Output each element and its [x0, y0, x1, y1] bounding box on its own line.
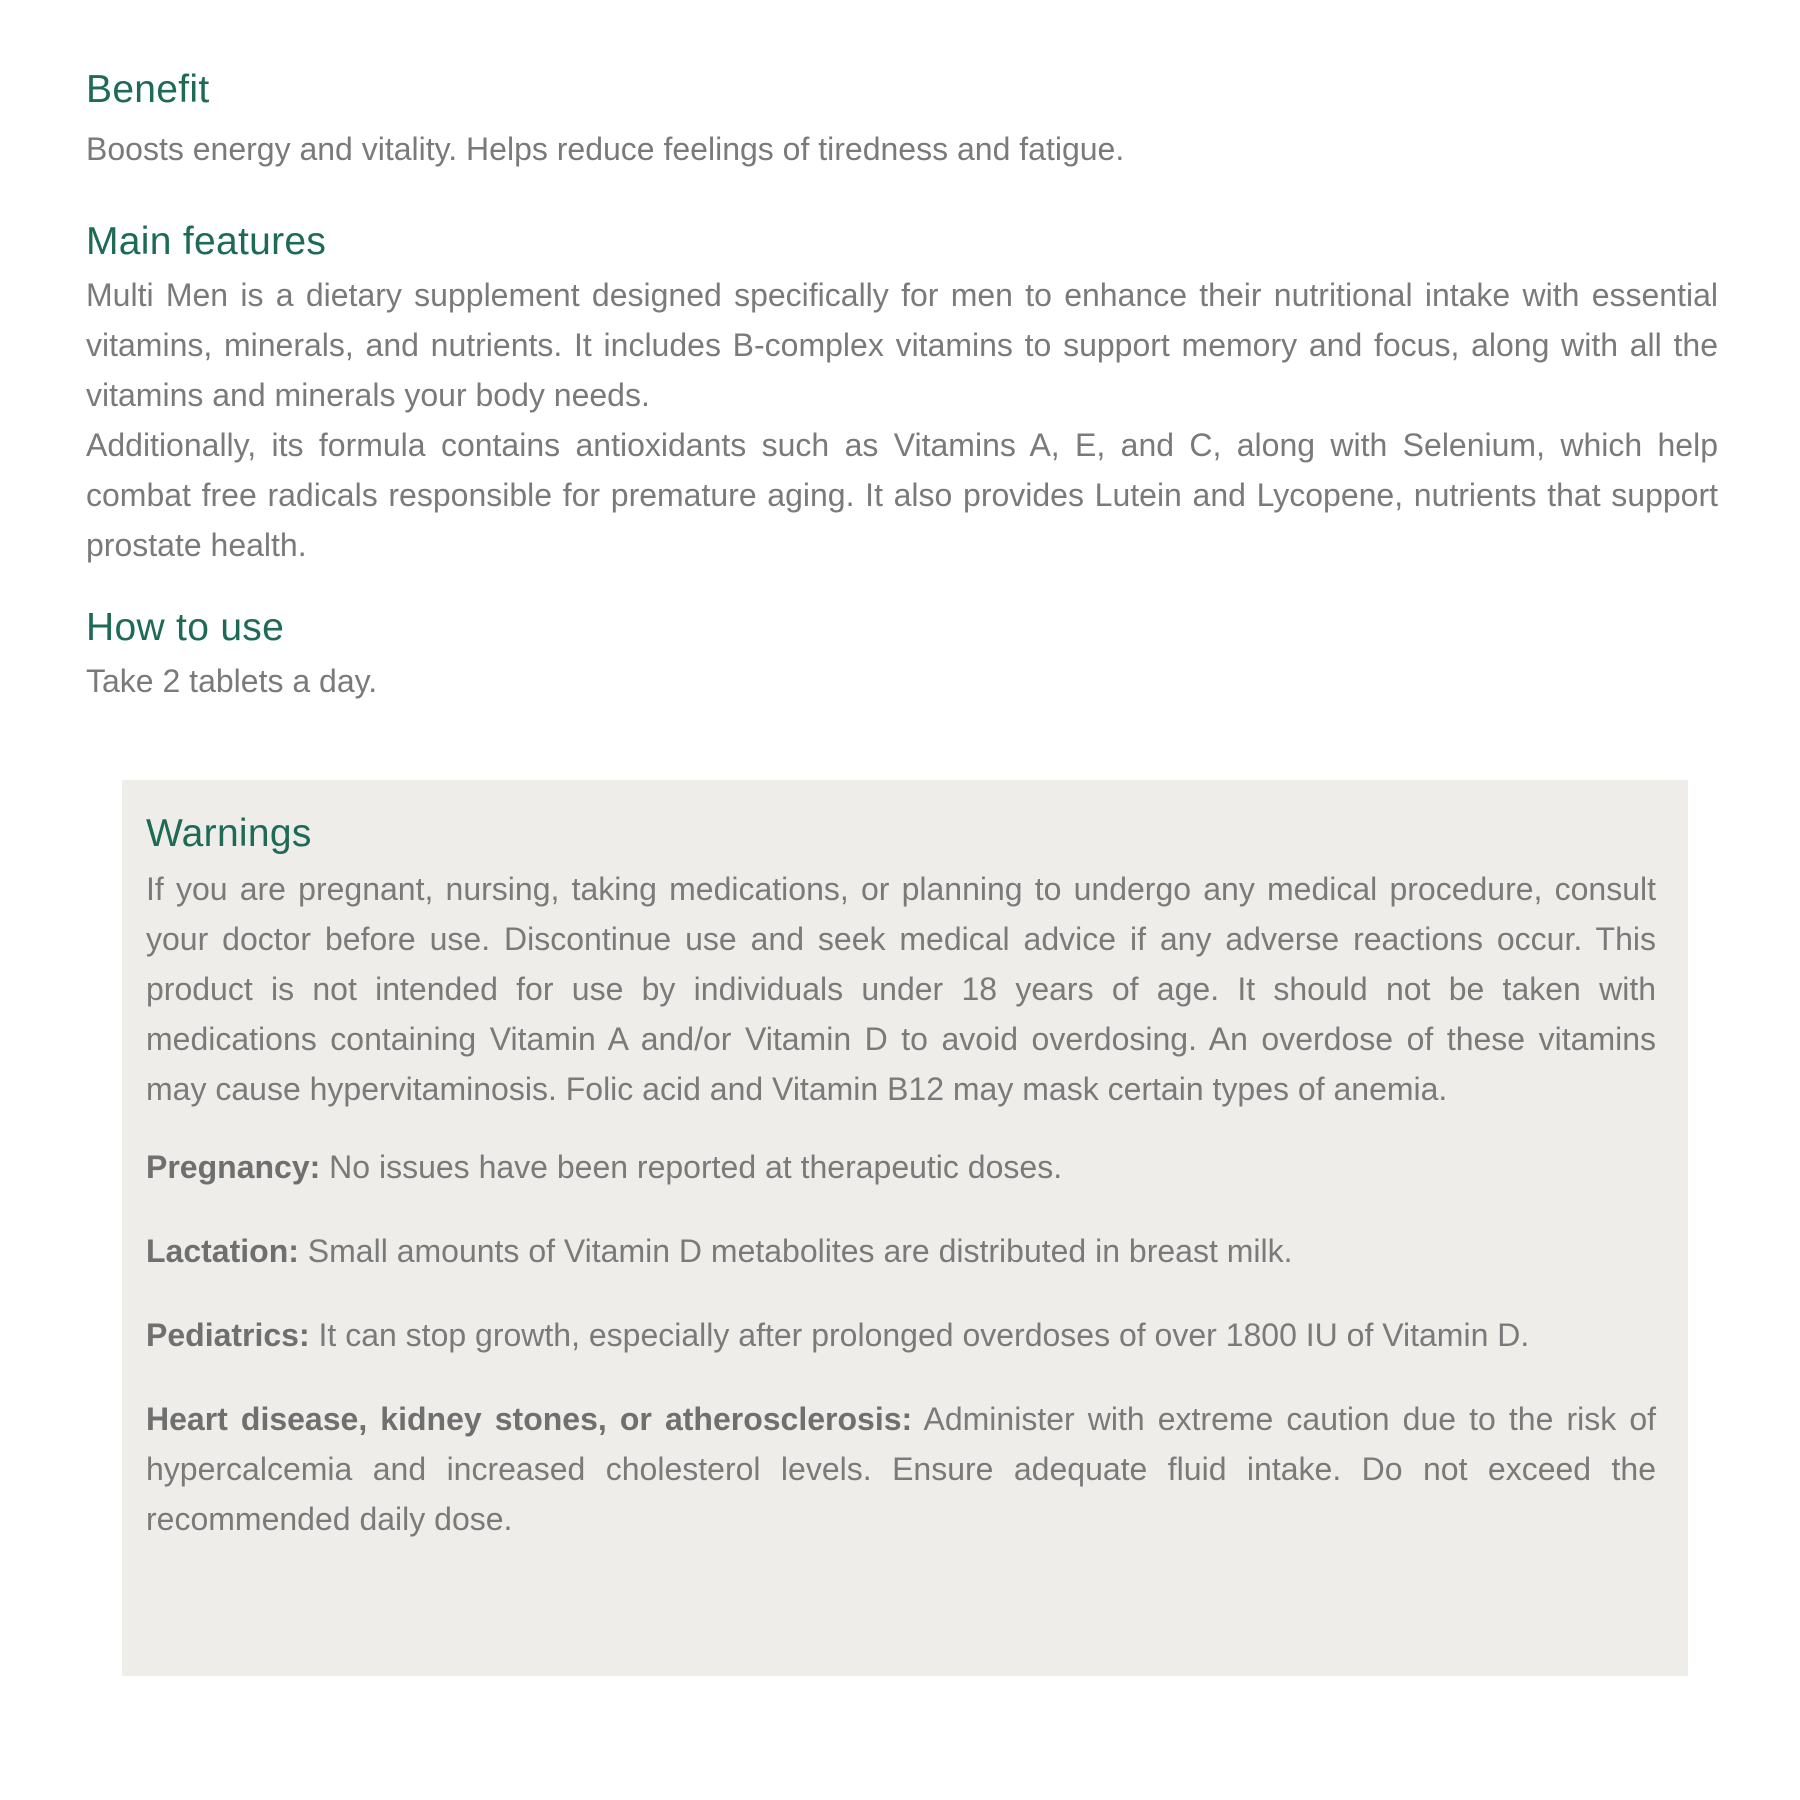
- warning-item-pregnancy: [146, 1142, 1656, 1192]
- warning-label: Heart disease, kidney stones, or atherosclerosis:: [146, 1401, 913, 1437]
- warnings-box: [122, 780, 1688, 1676]
- warning-item-pediatrics: [146, 1310, 1656, 1360]
- warning-detail: Administer with extreme caution due to the risk of hypercalcemia and increased cholesterol levels. Ensure adequate fluid intake. Do not exceed the recommended daily dose.: [146, 1401, 1657, 1537]
- how-to-use-text: Take 2 tablets a day.: [86, 663, 378, 699]
- warnings-heading: Warnings: [146, 812, 312, 855]
- main-features-paragraph: Additionally, its formula contains antioxidants such as Vitamins A, E, and C, along with Selenium, which help combat free radicals responsible for premature aging. It also provides Lutein and Lycopene, nutrients that support prostate health.: [86, 427, 1718, 563]
- main-features-section: [86, 214, 1718, 570]
- warning-item-heart-disease: [146, 1394, 1656, 1544]
- benefit-section: [86, 62, 1718, 174]
- warning-detail: It can stop growth, especially after prolonged overdoses of over 1800 IU of Vitamin D.: [318, 1317, 1530, 1353]
- how-to-use-heading: How to use: [86, 606, 285, 649]
- warning-label: Pregnancy:: [146, 1149, 321, 1185]
- how-to-use-section: [86, 600, 1718, 706]
- warning-label: Pediatrics:: [146, 1317, 310, 1353]
- main-features-heading: Main features: [86, 220, 327, 263]
- benefit-heading: Benefit: [86, 68, 210, 111]
- product-info-content: [86, 62, 1718, 706]
- warning-item-lactation: [146, 1226, 1656, 1276]
- warnings-text: If you are pregnant, nursing, taking medications, or planning to undergo any medical procedure, consult your doctor before use. Discontinue use and seek medical advice if any adverse reactions occur. This product is not intended for use by individuals under 18 years of age. It should not be taken with medications containing Vitamin A and/or Vitamin D to avoid overdosing. An overdose of these vitamins may cause hypervitaminosis. Folic acid and Vitamin B12 may mask certain types of anemia.: [146, 871, 1656, 1107]
- warning-label: Lactation:: [146, 1233, 299, 1269]
- warnings-list: [146, 1142, 1656, 1544]
- warning-detail: Small amounts of Vitamin D metabolites are distributed in breast milk.: [307, 1233, 1293, 1269]
- benefit-text: Boosts energy and vitality. Helps reduce feelings of tiredness and fatigue.: [86, 131, 1125, 167]
- warning-detail: No issues have been reported at therapeutic doses.: [329, 1149, 1063, 1185]
- main-features-paragraph: Multi Men is a dietary supplement designed specifically for men to enhance their nutritional intake with essential vitamins, minerals, and nutrients. It includes B-complex vitamins to support memory and focus, along with all the vitamins and minerals your body needs.: [86, 277, 1718, 413]
